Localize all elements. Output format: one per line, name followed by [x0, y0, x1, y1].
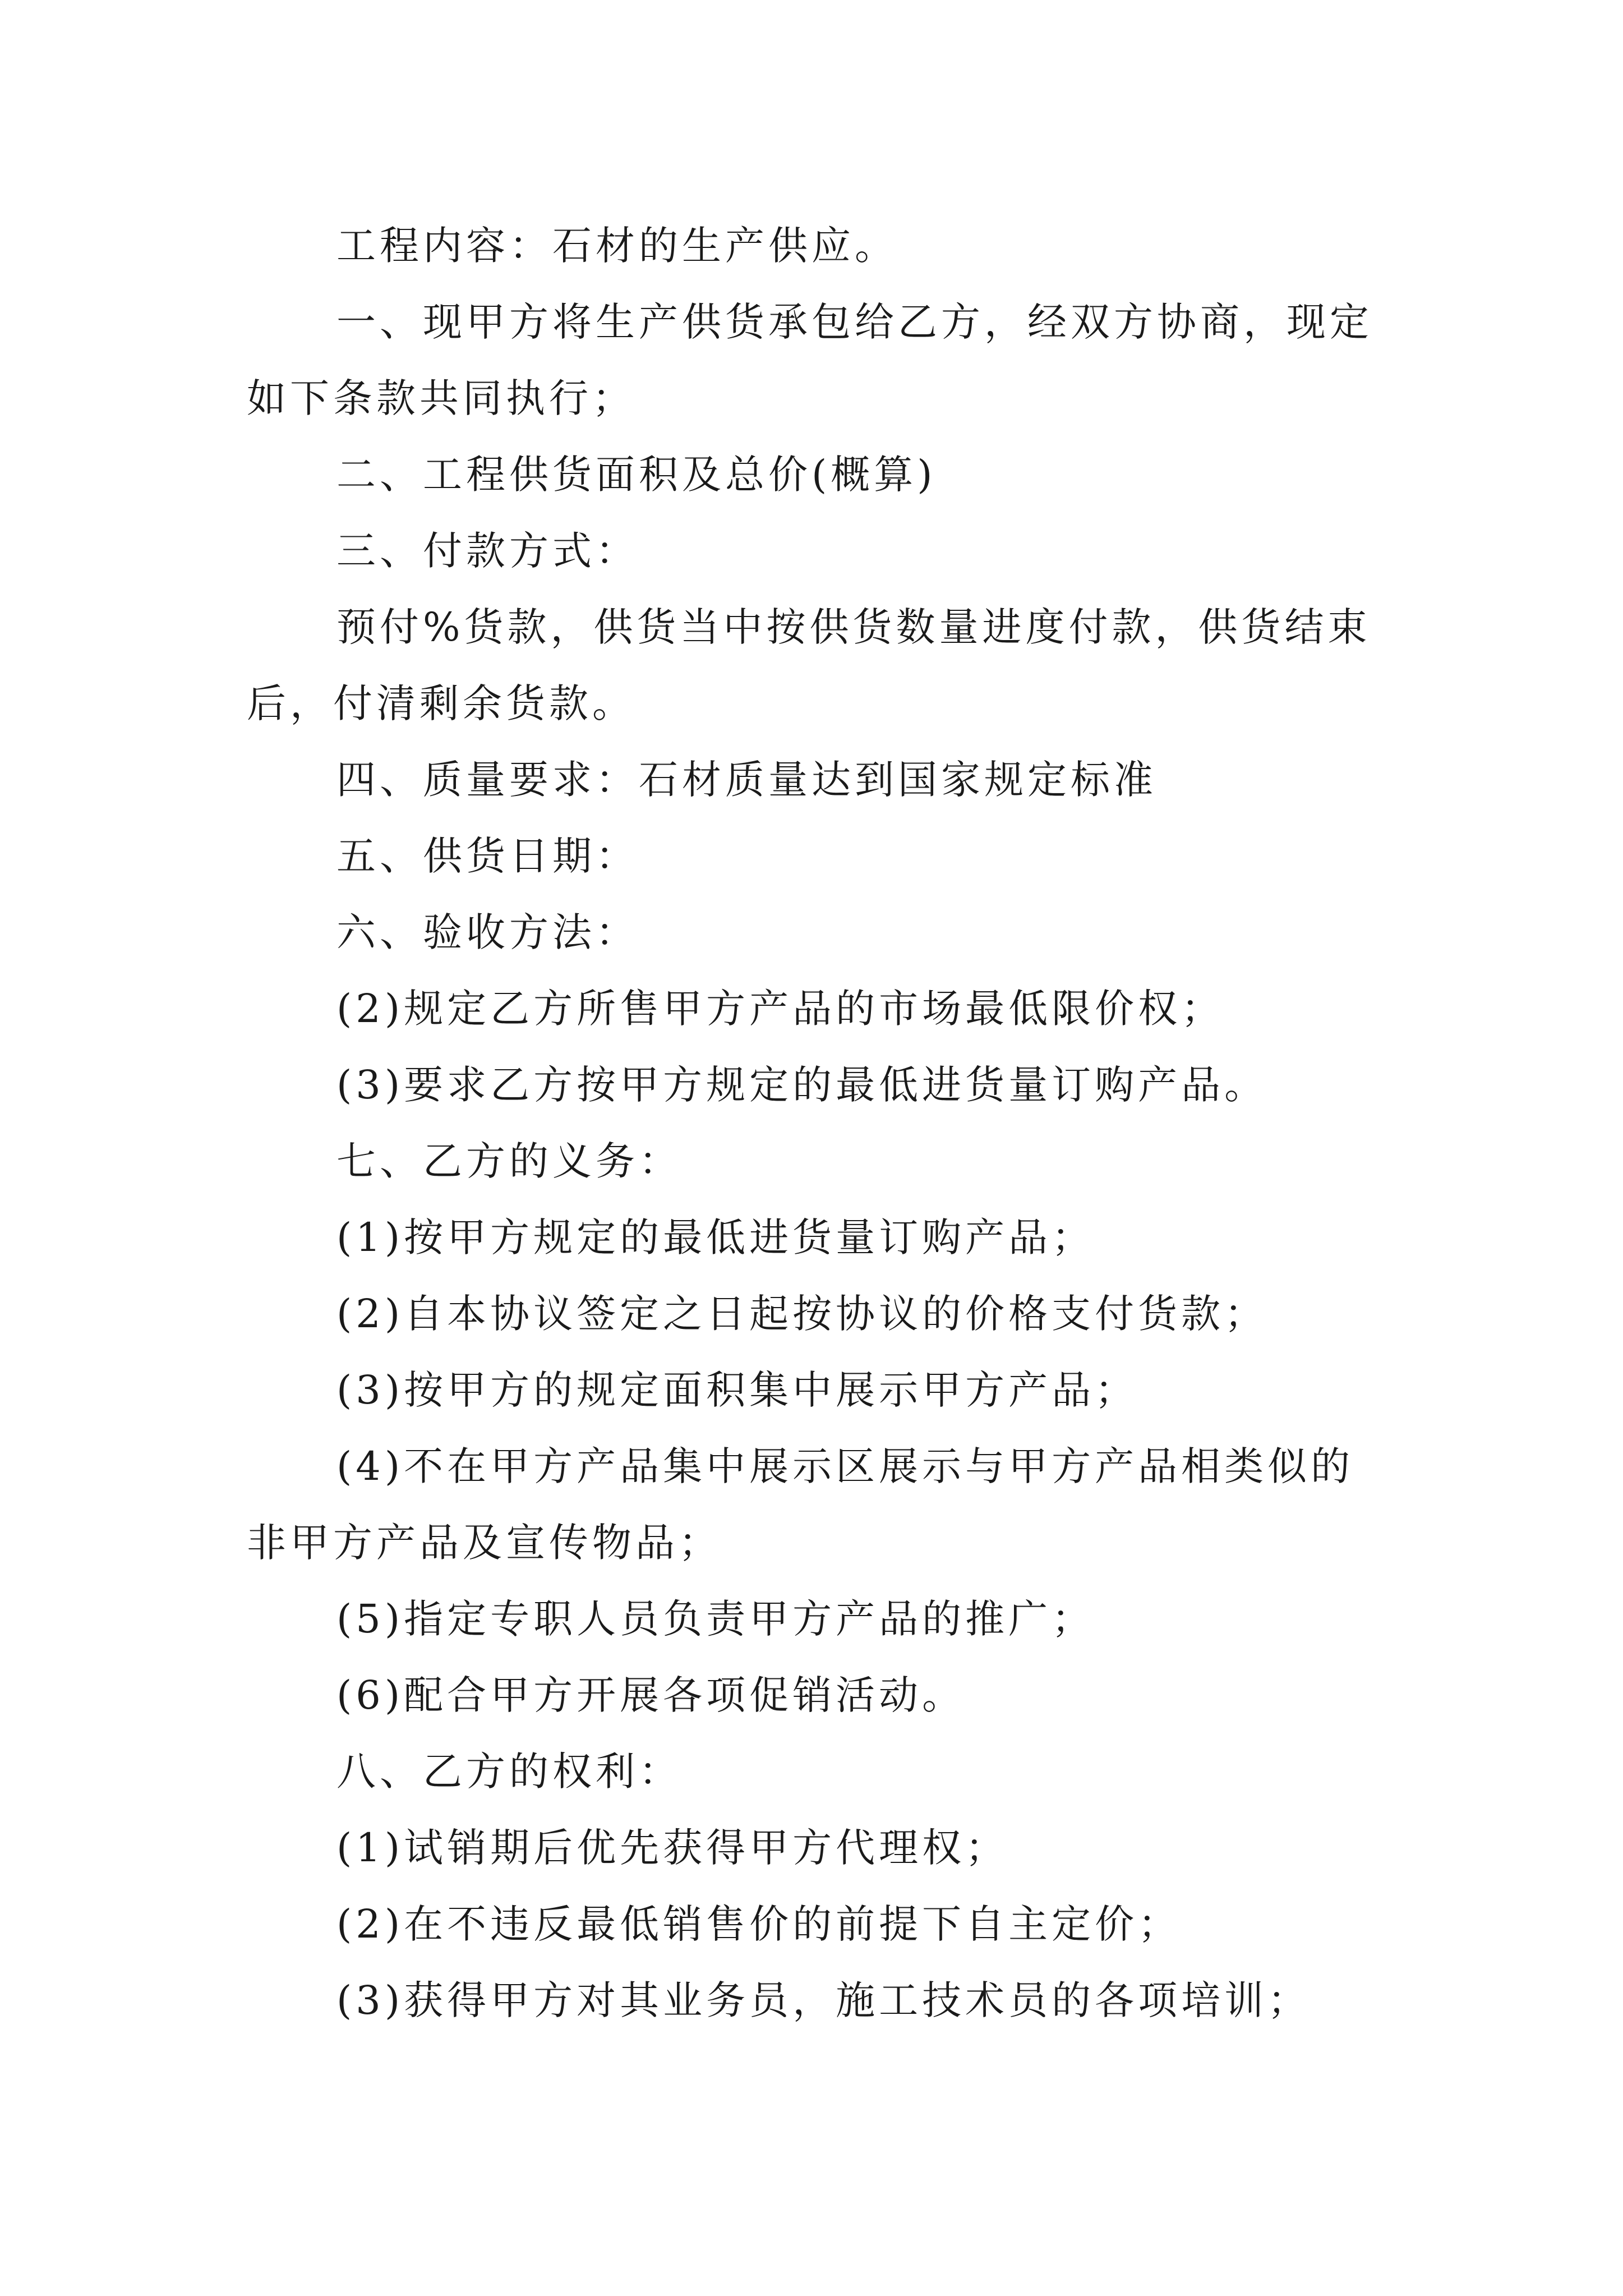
paragraph-clause-7-item-2: (2)自本协议签定之日起按协议的价格支付货款；: [336, 1291, 1268, 1337]
paragraph-clause-8: 八、乙方的权利：: [336, 1749, 682, 1795]
paragraph-clause-7-item-5: (5)指定专职人员负责甲方产品的推广；: [336, 1596, 1095, 1642]
paragraph-clause-8-item-1: (1)试销期后优先获得甲方代理权；: [336, 1825, 1009, 1871]
paragraph-clause-4: 四、质量要求：石材质量达到国家规定标准: [336, 757, 1157, 803]
paragraph-clause-7: 七、乙方的义务：: [336, 1138, 682, 1184]
paragraph-clause-7-item-6: (6)配合甲方开展各项促销活动。: [336, 1672, 966, 1718]
paragraph-clause-1: 一、现甲方将生产供货承包给乙方，经双方协商，现定如下条款共同执行；: [247, 299, 1373, 421]
paragraph-clause-7-item-1: (1)按甲方规定的最低进货量订购产品；: [336, 1214, 1095, 1260]
paragraph-clause-6: 六、验收方法：: [336, 909, 639, 955]
paragraph-clause-5: 五、供货日期：: [336, 833, 639, 879]
paragraph-project-content: 工程内容：石材的生产供应。: [336, 223, 898, 269]
paragraph-clause-7-item-3: (3)按甲方的规定面积集中展示甲方产品；: [336, 1367, 1138, 1413]
paragraph-payment-detail: 预付%货款，供货当中按供货数量进度付款，供货结束后，付清剩余货款。: [247, 604, 1371, 726]
paragraph-clause-3: 三、付款方式：: [336, 528, 639, 574]
paragraph-clause-8-item-2: (2)在不违反最低销售价的前提下自主定价；: [336, 1901, 1182, 1947]
paragraph-clause-2: 二、工程供货面积及总价(概算): [336, 452, 937, 498]
paragraph-clause-6-item-3: (3)要求乙方按甲方规定的最低进货量订购产品。: [336, 1062, 1268, 1108]
paragraph-clause-7-item-4: (4)不在甲方产品集中展示区展示与甲方产品相类似的非甲方产品及宣传物品；: [247, 1443, 1354, 1566]
document-body: [247, 208, 1385, 2039]
paragraph-clause-6-item-2: (2)规定乙方所售甲方产品的市场最低限价权；: [336, 986, 1225, 1032]
paragraph-clause-8-item-3: (3)获得甲方对其业务员，施工技术员的各项培训；: [336, 1977, 1311, 2023]
